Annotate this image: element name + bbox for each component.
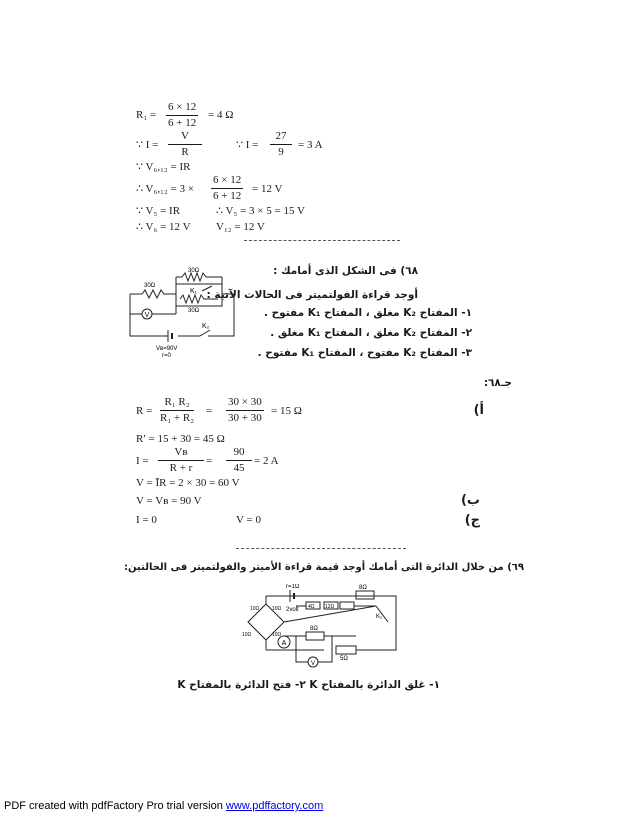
i-numerator: V (168, 131, 202, 145)
r1-denominator: 6 + 12 (168, 117, 197, 129)
r-numerator: R₁ R₂ (160, 397, 194, 411)
q68-part-a: أ) (473, 403, 484, 418)
r1-fraction (166, 102, 198, 129)
q68-case-2: ٢- المفتاح K₂ مغلق ، المفتاح K₁ مغلق . (270, 327, 472, 339)
i-fraction-68-2 (226, 447, 252, 474)
i-fraction-68 (158, 447, 204, 474)
i2-fraction (270, 131, 292, 158)
i-lhs: ∵ I = (136, 139, 159, 151)
v5-result: ∴ V₅ = 3 × 5 = 15 V (216, 205, 305, 217)
i2-denominator: 9 (278, 146, 284, 158)
r1-result: = 4 Ω (208, 109, 234, 121)
v612-equation: ∵ V₆,₁₂ = IR (136, 161, 191, 173)
q68-vb-label: Vʙ=90V (156, 346, 178, 352)
r-denominator: R₁ + R₂ (160, 412, 195, 424)
v612-result: = 12 V (252, 183, 283, 195)
v612-denominator: 6 + 12 (213, 190, 242, 202)
i-equals-68: = (206, 455, 213, 467)
r-equals: = (206, 405, 213, 417)
q68-voltmeter-label: V (144, 312, 150, 319)
v612-numerator: 6 × 12 (211, 175, 243, 189)
footer-text: PDF created with pdfFactory Pro trial version (4, 800, 223, 812)
q68-r-left-label: 30Ω (144, 283, 156, 289)
q69-voltmeter-label: V (310, 661, 316, 667)
r1-numerator: 6 × 12 (166, 102, 198, 116)
q68-k2-label: K₂ (202, 323, 210, 330)
i-denominator-68-2: 45 (233, 462, 245, 474)
q68-answer-label: جـ٦٨: (483, 377, 512, 389)
q69-r8-mid-label: 8Ω (310, 626, 318, 632)
r-result: = 15 Ω (271, 405, 302, 417)
r-fraction-2 (226, 397, 264, 424)
v612-lhs: ∴ V₆,₁₂ = 3 × (136, 183, 194, 195)
q69-r12-label: 12Ω (325, 604, 335, 610)
v12-result: V₁₂ = 12 V (216, 221, 265, 233)
r-denominator-2: 30 + 30 (228, 412, 262, 424)
i-zero: I = 0 (136, 514, 157, 526)
divider-1 (244, 240, 400, 241)
q69-r10a-label: 10Ω (250, 606, 260, 612)
i-fraction (168, 131, 202, 158)
v612-fraction (211, 175, 243, 202)
v6-result: ∴ V₆ = 12 V (136, 221, 191, 233)
q69-r10d-label: 10Ω (272, 632, 282, 638)
i-numerator-68: Vʙ (158, 447, 204, 461)
divider-2 (236, 548, 406, 549)
i-numerator-68-2: 90 (226, 447, 252, 461)
r-numerator-2: 30 × 30 (226, 397, 264, 411)
q69-cases: ١- غلق الدائرة بالمفتاح K ٢- فتح الدائرة بالمفتاح K (177, 679, 440, 691)
v-ir: V = ĪR = 2 × 30 = 60 V (136, 477, 240, 489)
q69-r10c-label: 10Ω (242, 632, 252, 638)
q69-circuit-diagram (236, 584, 406, 670)
q68-k1-label: K₁ (190, 288, 198, 295)
q68-instruction: أوجد قراءة الفولتميتر فى الحالات الآتية : (206, 289, 418, 301)
q68-r-top-label: 30Ω (188, 268, 200, 274)
r-lhs: R = (136, 405, 153, 417)
q69-r4-label: 4Ω (308, 604, 315, 610)
q68-case-3: ٣- المفتاح K₂ مفتوح ، المفتاح K₁ مفتوح . (257, 347, 472, 359)
r1-lhs: R₁ = (136, 109, 157, 121)
q68-circuit-diagram (122, 264, 242, 358)
q69-emf-label: 2volt (286, 607, 299, 613)
r-fraction (160, 397, 194, 424)
q68-title: ٦٨) فى الشكل الذى أمامك : (273, 265, 418, 277)
i-denominator: R (181, 146, 189, 158)
q68-part-b: ب) (460, 493, 480, 508)
q68-r-inner-label: 30Ω (188, 308, 200, 314)
q69-r8-top-label: 8Ω (359, 585, 367, 591)
v-vb: V = Vʙ = 90 V (136, 495, 202, 507)
q69-r10b-label: 10Ω (272, 606, 282, 612)
q68-case-1: ١- المفتاح K₂ مغلق ، المفتاح K₁ مفتوح . (263, 307, 472, 319)
q68-r-internal-label: r=0 (162, 353, 171, 358)
q69-r-internal-label: r=1Ω (286, 584, 300, 590)
i2-result: = 3 A (298, 139, 323, 151)
v-zero: V = 0 (236, 514, 261, 526)
r-prime: R′ = 15 + 30 = 45 Ω (136, 433, 225, 445)
i-denominator-68: R + r (169, 462, 193, 474)
v5-equation: ∵ V₅ = IR (136, 205, 181, 217)
pdf-footer (4, 800, 323, 812)
q69-k1-label: K₁ (376, 614, 383, 620)
q69-r5-label: 5Ω (340, 656, 348, 662)
i-result-68: = 2 A (254, 455, 279, 467)
i2-numerator: 27 (270, 131, 292, 145)
q69-title: ٦٩) من خلال الدائرة التى أمامك أوجد قيمة قراءة الأميتر والفولتميتر فى الحالتين: (124, 562, 524, 573)
i2-lhs: ∵ I = (236, 139, 259, 151)
q69-ammeter-label: A (281, 640, 287, 647)
i-lhs-68: I = (136, 455, 149, 467)
footer-link[interactable]: www.pdffactory.com (225, 800, 324, 812)
q68-part-c: ج) (464, 513, 480, 528)
